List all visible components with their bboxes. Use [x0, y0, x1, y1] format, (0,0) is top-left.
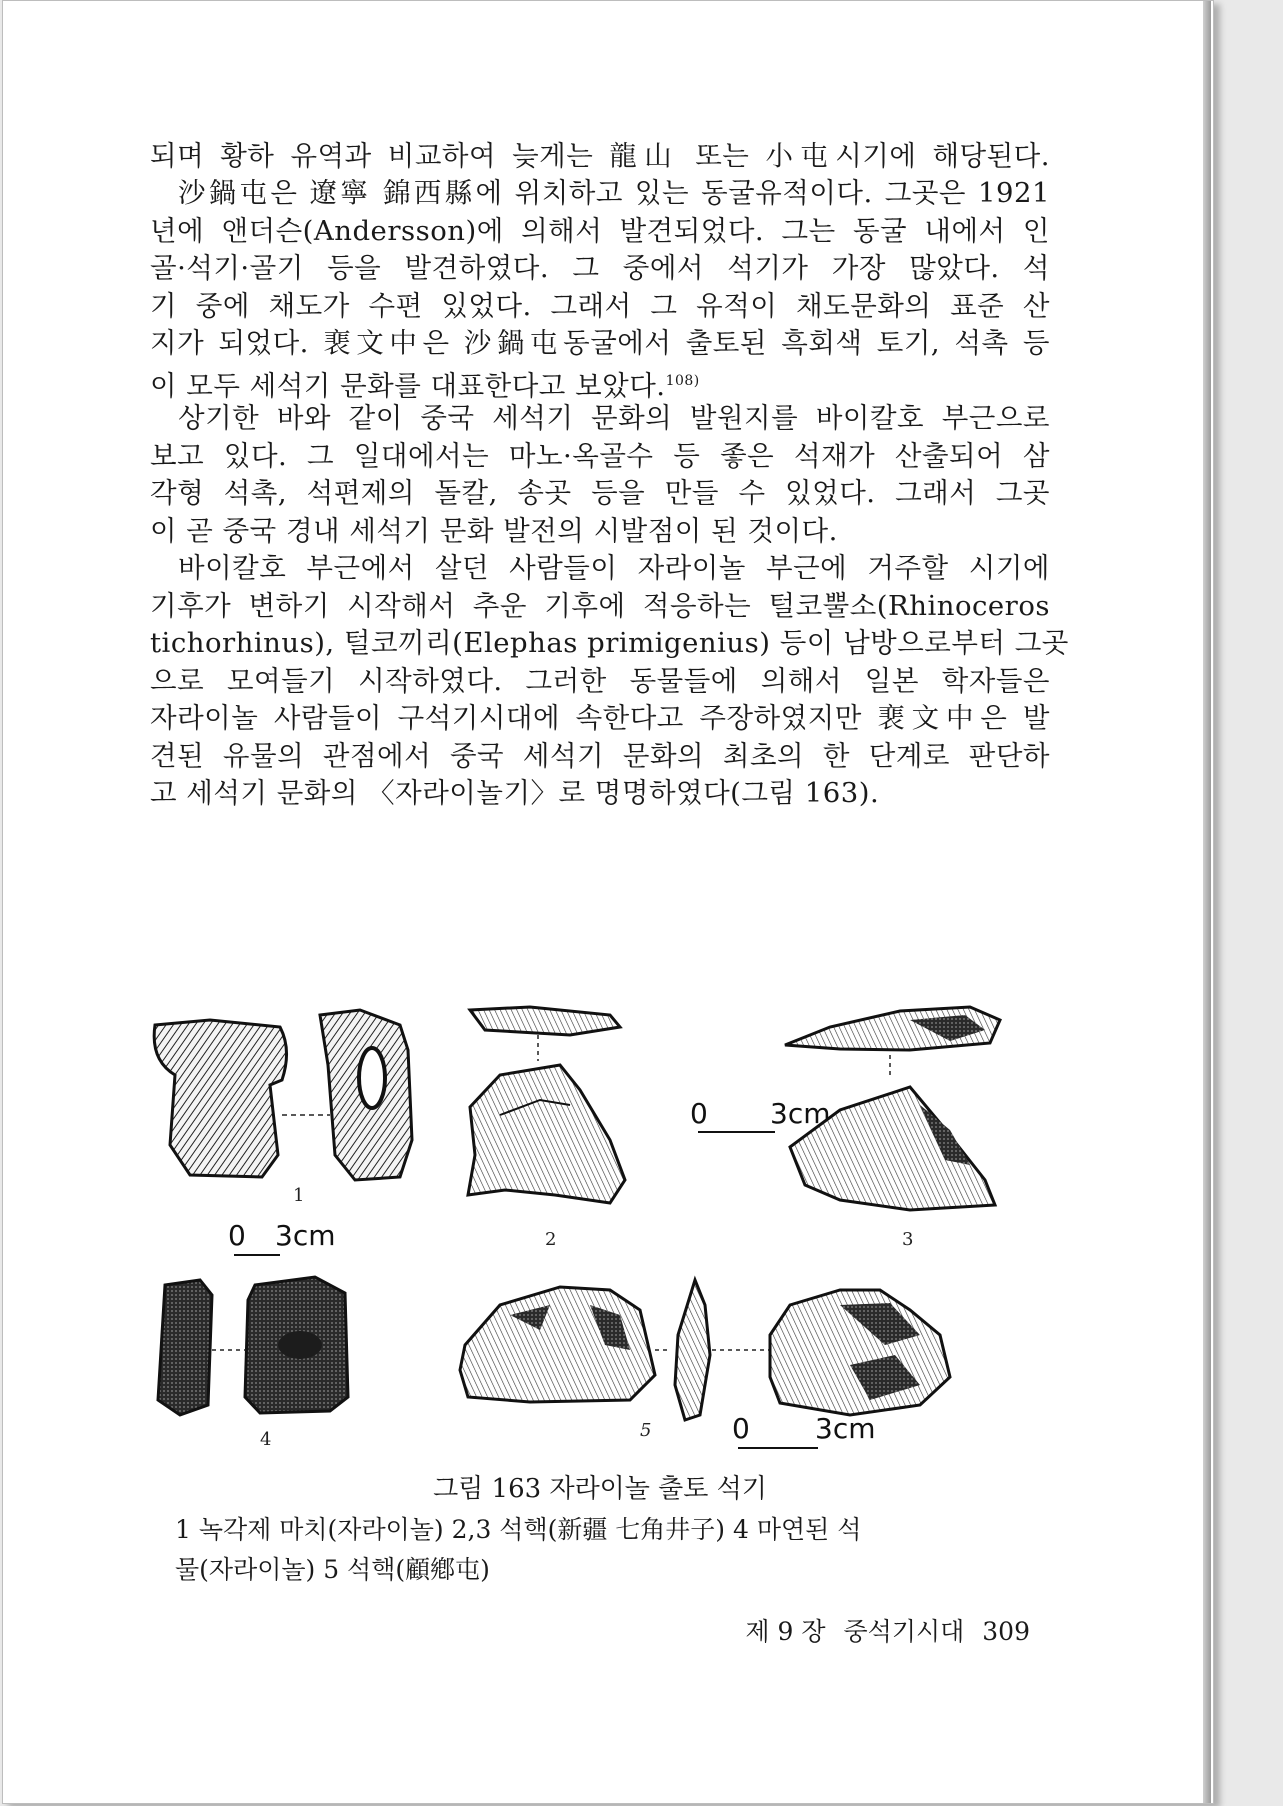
- scale-bar-3: [732, 1412, 875, 1448]
- scale-zero-2: 0: [690, 1097, 708, 1130]
- artifact-label-5: 5: [640, 1420, 652, 1441]
- body-line-12: 바이칼호 부근에서 살던 사람들이 자라이놀 부근에 거주할 시기에: [178, 552, 1050, 584]
- figure-caption-line-1: 1 녹각제 마치(자라이놀) 2,3 석핵(新疆 七角井子) 4 마연된 석: [175, 1515, 862, 1544]
- body-line-1: 되며 황하 유역과 비교하여 늦게는 龍山 또는 小屯시기에 해당된다.: [150, 140, 1050, 172]
- body-line-2: 沙鍋屯은 遼寧 錦西縣에 위치하고 있는 동굴유적이다. 그곳은 1921: [178, 177, 1050, 209]
- scale-zero-1: 0: [228, 1219, 246, 1252]
- footer-chapter-title: 중석기시대: [843, 1617, 965, 1646]
- page-edge-shadow: [1203, 1, 1211, 1803]
- body-line-14: tichorhinus), 털코끼리(Elephas primigenius) 등이 남방으로부터 그곳: [150, 627, 1069, 659]
- body-line-5: 기 중에 채도가 수편 있었다. 그래서 그 유적이 채도문화의 표준 산: [150, 290, 1050, 322]
- stone-tools-drawing: [150, 1005, 1050, 1465]
- figure-caption-line-2: 물(자라이놀) 5 석핵(顧鄕屯): [175, 1555, 490, 1584]
- page-number: 309: [982, 1617, 1030, 1646]
- body-line-6: 지가 되었다. 裵文中은 沙鍋屯동굴에서 출토된 흑회색 토기, 석촉 등: [150, 327, 1050, 359]
- footer-chapter: 제 9 장: [745, 1617, 826, 1646]
- body-line-17: 견된 유물의 관점에서 중국 세석기 문화의 최초의 한 단계로 판단하: [150, 740, 1050, 772]
- scale-text-3: 3cm: [815, 1412, 876, 1445]
- body-line-10: 각형 석촉, 석편제의 돌칼, 송곳 등을 만들 수 있었다. 그래서 그곳: [150, 477, 1050, 509]
- body-line-15: 으로 모여들기 시작하였다. 그러한 동물들에 의해서 일본 학자들은: [150, 665, 1050, 697]
- figure-163-illustration: [150, 1005, 1050, 1465]
- body-line-4: 골·석기·골기 등을 발견하였다. 그 중에서 석기가 가장 많았다. 석: [150, 252, 1050, 284]
- body-line-18: 고 세석기 문화의 〈자라이놀기〉로 명명하였다(그림 163).: [150, 777, 880, 809]
- page-footer: [720, 1612, 1030, 1648]
- body-line-7-text: 이 모두 세석기 문화를 대표한다고 보았다.: [150, 370, 666, 403]
- body-line-3: 년에 앤더슨(Andersson)에 의해서 발견되었다. 그는 동굴 내에서 인: [150, 215, 1050, 247]
- body-line-13: 기후가 변하기 시작해서 추운 기후에 적응하는 털코뿔소(Rhinoceros: [150, 590, 1050, 622]
- figure-caption-title: 그림 163 자라이놀 출토 석기: [433, 1474, 767, 1504]
- artifact-5-core: [460, 1280, 950, 1420]
- artifact-4-polished-stone: [158, 1277, 348, 1415]
- scale-bar-1: [228, 1219, 335, 1255]
- scale-bar-2: [690, 1097, 830, 1132]
- artifact-label-2: 2: [545, 1229, 557, 1250]
- scale-text-1: 3cm: [275, 1219, 336, 1252]
- artifact-1-antler-hammer: [154, 1010, 412, 1180]
- scale-zero-3: 0: [732, 1412, 750, 1445]
- footnote-ref: 108): [665, 373, 700, 389]
- artifact-label-3: 3: [902, 1229, 914, 1250]
- body-line-8: 상기한 바와 같이 중국 세석기 문화의 발원지를 바이칼호 부근으로: [178, 402, 1050, 434]
- scale-text-2: 3cm: [770, 1097, 831, 1130]
- artifact-2-core: [468, 1007, 625, 1203]
- body-line-16: 자라이놀 사람들이 구석기시대에 속한다고 주장하였지만 裵文中은 발: [150, 702, 1050, 734]
- artifact-label-1: 1: [293, 1185, 305, 1206]
- body-line-11: 이 곧 중국 경내 세석기 문화 발전의 시발점이 된 것이다.: [150, 515, 838, 547]
- body-line-9: 보고 있다. 그 일대에서는 마노·옥골수 등 좋은 석재가 산출되어 삼: [150, 440, 1050, 472]
- artifact-label-4: 4: [260, 1429, 272, 1450]
